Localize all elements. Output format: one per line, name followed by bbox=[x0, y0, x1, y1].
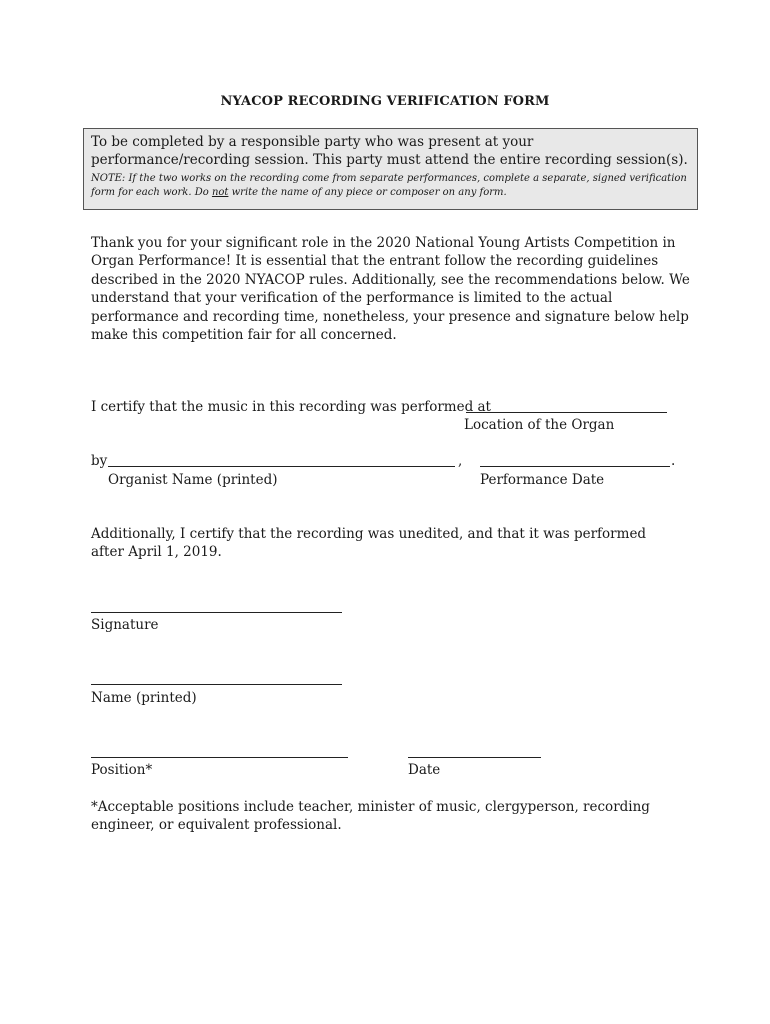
certify-unedited-text: Additionally, I certify that the recording was unedited, and that it was performed after April 1, 2019. bbox=[91, 526, 647, 561]
organist-name-field[interactable] bbox=[108, 466, 455, 467]
note-prefix: NOTE: If the two works on the recording come from separate performances, complete a separate, signed verification form for each work. Do bbox=[91, 173, 687, 198]
sign-date-label: Date bbox=[408, 762, 441, 778]
footnote: *Acceptable positions include teacher, minister of music, clergyperson, recording engineer, or equivalent professional. bbox=[91, 799, 650, 834]
period: . bbox=[671, 453, 676, 469]
performance-date-label: Performance Date bbox=[480, 472, 605, 488]
intro-paragraph: Thank you for your significant role in the 2020 National Young Artists Competition in Organ Performance! It is essential that the entrant follow the recording guidelines described in the 2020 NYACOP rules. Additionally, see the recommendations below. We understand that your verification of the performance is limited to the actual performance and recording time, nonetheless, your presence and signature below help make this competition fair for all concerned. bbox=[91, 235, 690, 344]
printed-name-field[interactable] bbox=[91, 684, 342, 685]
location-field[interactable] bbox=[466, 412, 667, 413]
comma: , bbox=[458, 453, 463, 469]
location-label: Location of the Organ bbox=[464, 417, 615, 433]
certify-location-text: I certify that the music in this recording was performed at bbox=[91, 399, 491, 415]
performance-date-field[interactable] bbox=[480, 466, 670, 467]
position-label: Position* bbox=[91, 762, 153, 778]
signature-label: Signature bbox=[91, 617, 159, 633]
organist-label: Organist Name (printed) bbox=[108, 472, 278, 488]
note-suffix: write the name of any piece or composer on any form. bbox=[228, 187, 507, 198]
instructions-box bbox=[83, 128, 698, 210]
note-text bbox=[91, 172, 690, 200]
sign-date-field[interactable] bbox=[408, 757, 541, 758]
instructions-text: To be completed by a responsible party who was present at your performance/recording session. This party must attend the entire recording session(s). bbox=[91, 134, 688, 168]
by-text: by bbox=[91, 453, 108, 469]
signature-field[interactable] bbox=[91, 612, 342, 613]
note-emphasis: not bbox=[211, 187, 229, 198]
printed-name-label: Name (printed) bbox=[91, 690, 197, 706]
position-field[interactable] bbox=[91, 757, 348, 758]
form-title: NYACOP RECORDING VERIFICATION FORM bbox=[220, 94, 550, 109]
